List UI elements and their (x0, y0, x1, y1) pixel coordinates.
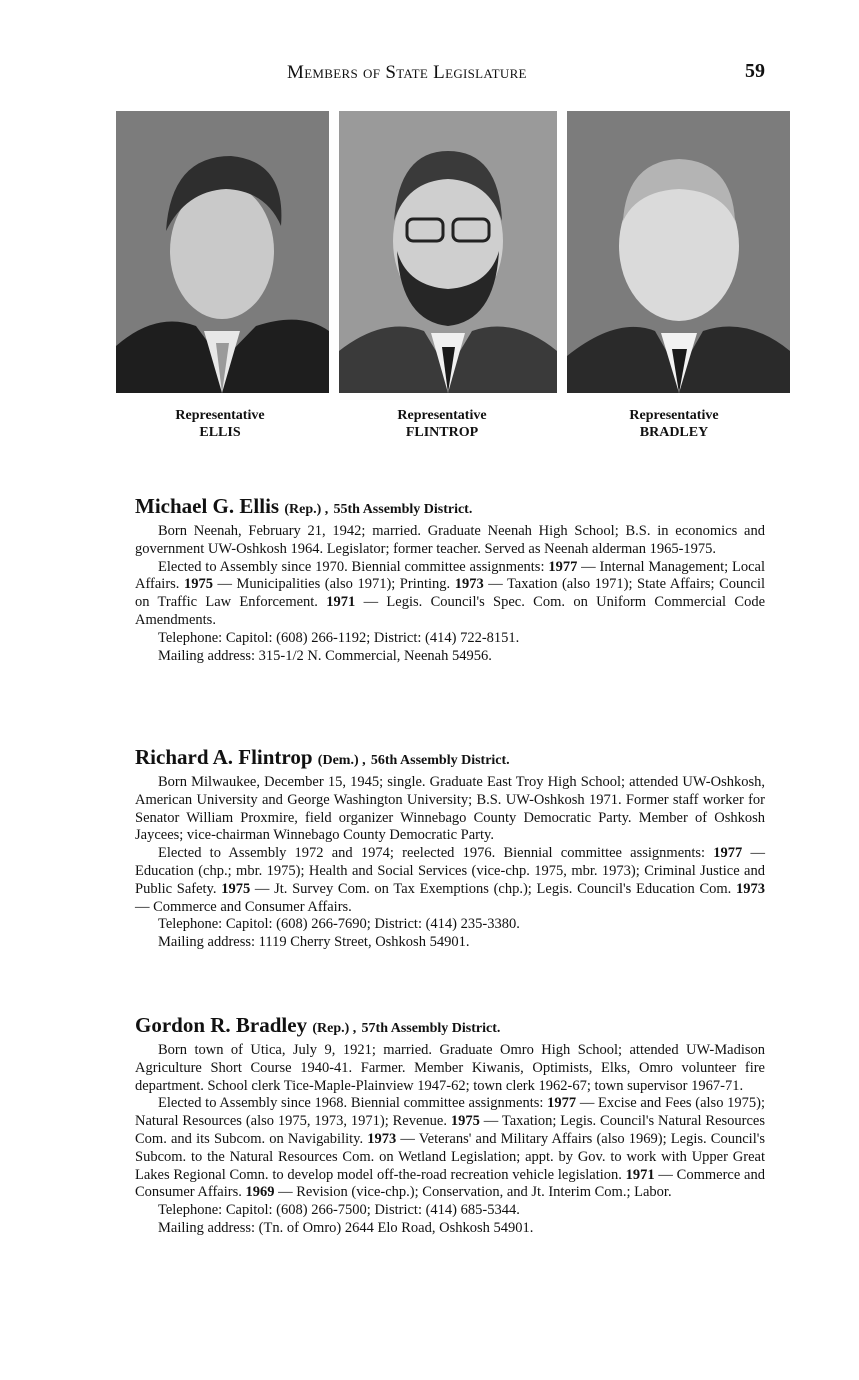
portrait-photo-ellis (116, 111, 329, 393)
committee-paragraph: Elected to Assembly since 1970. Biennial committee assignments: 1977 — Internal Management; Local Affairs. 1975 — Municipalities (also 1971); Printing. 1973 — Taxation (also 1971); State Affairs; Council on Traffic Law Enforcement. 1971 — Legis. Council's Spec. Com. on Uniform Commercial Code Amendments. (135, 558, 766, 628)
assembly-district: 55th Assembly District. (333, 502, 473, 517)
party-affiliation: (Dem.) , (317, 753, 366, 768)
party-affiliation: (Rep.) , (312, 1021, 357, 1036)
caption-title: Representative (397, 408, 487, 423)
portrait-caption-ellis (120, 407, 320, 441)
assembly-district: 57th Assembly District. (361, 1021, 501, 1036)
party-affiliation: (Rep.) , (284, 502, 329, 517)
running-header: Members of State Legislature (287, 62, 527, 83)
biography-paragraph: Born Neenah, February 21, 1942; married. Graduate Neenah High School; B.S. in economics and government UW-Oshkosh 1964. Legislator; former teacher. Served as Neenah alderman 1965-1975. (135, 523, 765, 557)
member-name: Gordon R. Bradley (135, 1013, 308, 1037)
assembly-district: 56th Assembly District. (370, 753, 510, 768)
biography-heading (135, 1013, 765, 1041)
caption-title: Representative (175, 408, 265, 423)
caption-surname: FLINTROP (405, 425, 479, 440)
portrait-photo-flintrop (339, 111, 557, 393)
caption-title: Representative (629, 408, 719, 423)
biography-heading (135, 494, 765, 522)
page-number: 59 (745, 60, 765, 82)
biography-heading (135, 745, 765, 773)
portrait-caption-flintrop (342, 407, 542, 441)
mailing-address-line: Mailing address: 1119 Cherry Street, Oshkosh 54901. (158, 934, 470, 951)
member-name: Richard A. Flintrop (135, 745, 313, 769)
mailing-address-line: Mailing address: (Tn. of Omro) 2644 Elo Road, Oshkosh 54901. (158, 1219, 534, 1236)
biography-paragraph: Born town of Utica, July 9, 1921; married. Graduate Omro High School; attended UW-Madison Agriculture Short Course 1940-41. Farmer. Member Kiwanis, Optimists, Elks, Omro volunteer fire department. School clerk Tice-Maple-Plainview 1947-62; town clerk 1962-67; town supervisor 1967-71. (135, 1042, 765, 1094)
committee-paragraph: Elected to Assembly since 1968. Biennial committee assignments: 1977 — Excise and Fees (also 1975); Natural Resources (also 1975, 1973, 1971); Revenue. 1975 — Taxation; Legis. Council's Natural Resources Com. and its Subcom. on Navigability. 1973 — Veterans' and Military Affairs (also 1969); Legis. Council's Subcom. to the Natural Resources Com. on Wetland Legislation; appt. by Gov. to work with Upper Great Lakes Regional Comn. to develop model off-the-road recreation vehicle legislation. 1971 — Commerce and Consumer Affairs. 1969 — Revision (vice-chp.); Conservation, and Jt. Interim Com.; Labor. (135, 1095, 766, 1201)
biography-bradley (135, 1013, 765, 1238)
member-name: Michael G. Ellis (135, 494, 280, 518)
biography-flintrop (135, 745, 765, 952)
telephone-line: Telephone: Capitol: (608) 266-7500; District: (414) 685-5344. (158, 1202, 520, 1219)
portrait-photo-bradley (567, 111, 790, 393)
mailing-address-line: Mailing address: 315-1/2 N. Commercial, Neenah 54956. (158, 647, 492, 664)
telephone-line: Telephone: Capitol: (608) 266-1192; District: (414) 722-8151. (158, 629, 520, 646)
portrait-caption-bradley (574, 407, 774, 441)
caption-surname: ELLIS (199, 425, 241, 440)
telephone-line: Telephone: Capitol: (608) 266-7690; District: (414) 235-3380. (158, 916, 520, 933)
committee-paragraph: Elected to Assembly 1972 and 1974; reelected 1976. Biennial committee assignments: 1977 — Education (chp.; mbr. 1975); Health and Social Services (vice-chp. 1975, mbr. 1973); Criminal Justice and Public Safety. 1975 — Jt. Survey Com. on Tax Exemptions (chp.); Legis. Council's Education Com. 1973 — Commerce and Consumer Affairs. (135, 845, 765, 915)
caption-surname: BRADLEY (639, 425, 709, 440)
biography-paragraph: Born Milwaukee, December 15, 1945; single. Graduate East Troy High School; attended UW-Oshkosh, American University and George Washington University; B.S. UW-Oshkosh 1971. Former staff worker for Senator William Proxmire, field organizer Winnebago County Democratic Party. Member of Oshkosh Jaycees; vice-chairman Winnebago County Democratic Party. (135, 774, 765, 844)
biography-ellis (135, 494, 765, 665)
